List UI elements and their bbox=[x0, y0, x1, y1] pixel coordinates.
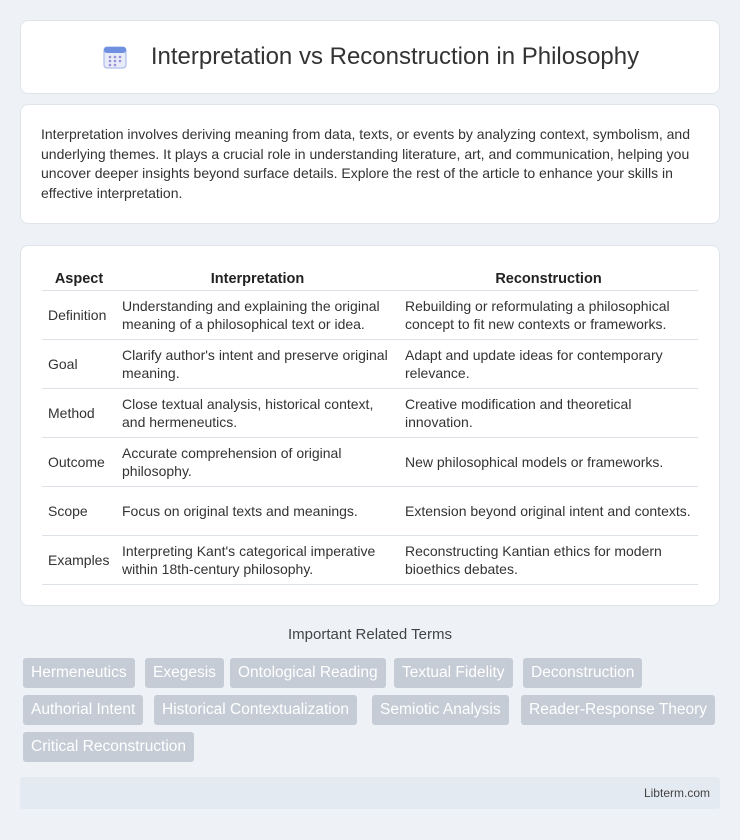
header-interpretation: Interpretation bbox=[116, 266, 399, 290]
comparison-card bbox=[20, 245, 720, 606]
term-tag-historical-contextualization[interactable]: Historical Contextualization bbox=[154, 695, 357, 725]
footer bbox=[20, 777, 720, 809]
calendar-icon bbox=[101, 43, 129, 71]
header-card bbox=[20, 20, 720, 94]
header-reconstruction: Reconstruction bbox=[399, 266, 698, 290]
term-tag-deconstruction[interactable]: Deconstruction bbox=[523, 658, 642, 688]
aspect-cell: Definition bbox=[42, 290, 116, 339]
interpretation-cell: Accurate comprehension of original philosophy. bbox=[116, 437, 399, 486]
term-tag-semiotic-analysis[interactable]: Semiotic Analysis bbox=[372, 695, 509, 725]
term-tag-critical-reconstruction[interactable]: Critical Reconstruction bbox=[23, 732, 194, 762]
interpretation-cell: Close textual analysis, historical context, and hermeneutics. bbox=[116, 388, 399, 437]
table-row bbox=[42, 486, 698, 535]
term-tag-textual-fidelity[interactable]: Textual Fidelity bbox=[394, 658, 513, 688]
table-row bbox=[42, 437, 698, 486]
aspect-cell: Outcome bbox=[42, 437, 116, 486]
table-row bbox=[42, 339, 698, 388]
reconstruction-cell: New philosophical models or frameworks. bbox=[399, 437, 698, 486]
interpretation-cell: Clarify author's intent and preserve original meaning. bbox=[116, 339, 399, 388]
term-tag-ontological-reading[interactable]: Ontological Reading bbox=[230, 658, 386, 688]
table-row bbox=[42, 290, 698, 339]
intro-card bbox=[20, 104, 720, 224]
aspect-cell: Method bbox=[42, 388, 116, 437]
related-terms-title: Important Related Terms bbox=[288, 626, 452, 643]
reconstruction-cell: Rebuilding or reformulating a philosophical concept to fit new contexts or frameworks. bbox=[399, 290, 698, 339]
term-tag-authorial-intent[interactable]: Authorial Intent bbox=[23, 695, 143, 725]
aspect-cell: Scope bbox=[42, 486, 116, 535]
term-tag-hermeneutics[interactable]: Hermeneutics bbox=[23, 658, 135, 688]
footer-site-link[interactable]: Libterm.com bbox=[643, 786, 710, 800]
intro-text: Interpretation involves deriving meaning from data, texts, or events by analyzing context, symbolism, and underlying themes. It plays a crucial role in understanding literature, art, and communication, helping you uncover deeper insights beyond surface details. Explore the rest of the article to enhance your skills in effective interpretation. bbox=[41, 126, 690, 201]
page-title: Interpretation vs Reconstruction in Philosophy bbox=[150, 43, 640, 70]
aspect-cell: Examples bbox=[42, 535, 116, 584]
reconstruction-cell: Creative modification and theoretical innovation. bbox=[399, 388, 698, 437]
reconstruction-cell: Extension beyond original intent and contexts. bbox=[399, 486, 698, 535]
reconstruction-cell: Adapt and update ideas for contemporary relevance. bbox=[399, 339, 698, 388]
reconstruction-cell: Reconstructing Kantian ethics for modern bioethics debates. bbox=[399, 535, 698, 584]
interpretation-cell: Understanding and explaining the original meaning of a philosophical text or idea. bbox=[116, 290, 399, 339]
interpretation-cell: Interpreting Kant's categorical imperative within 18th-century philosophy. bbox=[116, 535, 399, 584]
aspect-cell: Goal bbox=[42, 339, 116, 388]
comparison-table bbox=[42, 266, 698, 585]
header-aspect: Aspect bbox=[42, 266, 116, 290]
table-row bbox=[42, 535, 698, 584]
term-tag-exegesis[interactable]: Exegesis bbox=[145, 658, 224, 688]
table-row bbox=[42, 388, 698, 437]
term-tag-reader-response-theory[interactable]: Reader-Response Theory bbox=[521, 695, 715, 725]
interpretation-cell: Focus on original texts and meanings. bbox=[116, 486, 399, 535]
table-header-row bbox=[42, 266, 698, 290]
